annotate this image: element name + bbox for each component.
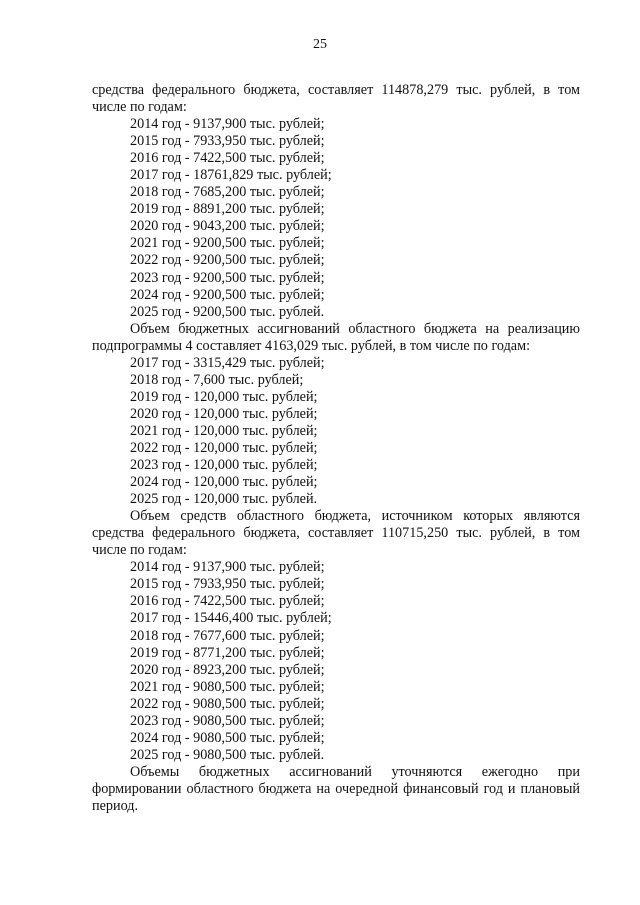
regional-from-federal-intro: Объем средств областного бюджета, источником которых являются средства федерального бюджета, составляет 110715,250 тыс. рублей, в том числе по годам: <box>92 508 580 559</box>
year-item: 2019 год - 8771,200 тыс. рублей; <box>130 644 325 661</box>
year-item: 2025 год - 9200,500 тыс. рублей. <box>130 303 325 320</box>
year-item: 2019 год - 120,000 тыс. рублей; <box>130 388 318 405</box>
year-item: 2021 год - 9200,500 тыс. рублей; <box>130 235 325 252</box>
federal-funds-year-list <box>92 116 580 321</box>
subprogram-4-year-list <box>92 355 580 508</box>
year-item: 2025 год - 9080,500 тыс. рублей. <box>130 746 325 763</box>
year-item: 2014 год - 9137,900 тыс. рублей; <box>130 559 325 576</box>
year-item: 2023 год - 9080,500 тыс. рублей; <box>130 712 325 729</box>
year-item: 2022 год - 120,000 тыс. рублей; <box>130 439 318 456</box>
federal-funds-section <box>92 82 580 321</box>
year-item: 2019 год - 8891,200 тыс. рублей; <box>130 201 325 218</box>
year-item: 2015 год - 7933,950 тыс. рублей; <box>130 133 325 150</box>
year-item: 2015 год - 7933,950 тыс. рублей; <box>130 576 325 593</box>
year-item: 2017 год - 3315,429 тыс. рублей; <box>130 354 325 371</box>
closing-paragraph: Объемы бюджетных ассигнований уточняются ежегодно при формировании областного бюджета на очередной финансовый год и плановый период. <box>92 763 580 814</box>
year-item: 2017 год - 18761,829 тыс. рублей; <box>130 167 332 184</box>
regional-from-federal-year-list <box>92 559 580 764</box>
regional-from-federal-section <box>92 508 580 764</box>
subprogram-4-intro: Объем бюджетных ассигнований областного бюджета на реализацию подпрограммы 4 составляет 4163,029 тыс. рублей, в том числе по годам: <box>92 320 580 354</box>
year-item: 2017 год - 15446,400 тыс. рублей; <box>130 610 332 627</box>
year-item: 2016 год - 7422,500 тыс. рублей; <box>130 150 325 167</box>
year-item: 2023 год - 9200,500 тыс. рублей; <box>130 269 325 286</box>
year-item: 2020 год - 120,000 тыс. рублей; <box>130 405 318 422</box>
year-item: 2022 год - 9080,500 тыс. рублей; <box>130 695 325 712</box>
year-item: 2024 год - 9080,500 тыс. рублей; <box>130 729 325 746</box>
year-item: 2021 год - 120,000 тыс. рублей; <box>130 422 318 439</box>
year-item: 2018 год - 7685,200 тыс. рублей; <box>130 184 325 201</box>
year-item: 2025 год - 120,000 тыс. рублей. <box>130 491 318 508</box>
year-item: 2021 год - 9080,500 тыс. рублей; <box>130 678 325 695</box>
year-item: 2020 год - 8923,200 тыс. рублей; <box>130 661 325 678</box>
year-item: 2024 год - 9200,500 тыс. рублей; <box>130 286 325 303</box>
year-item: 2018 год - 7,600 тыс. рублей; <box>130 371 304 388</box>
federal-funds-intro: средства федерального бюджета, составляет 114878,279 тыс. рублей, в том числе по годам: <box>92 82 580 116</box>
year-item: 2020 год - 9043,200 тыс. рублей; <box>130 218 325 235</box>
year-item: 2016 год - 7422,500 тыс. рублей; <box>130 593 325 610</box>
subprogram-4-section <box>92 321 580 509</box>
year-item: 2022 год - 9200,500 тыс. рублей; <box>130 252 325 269</box>
page-number: 25 <box>313 37 327 52</box>
year-item: 2014 год - 9137,900 тыс. рублей; <box>130 116 325 133</box>
year-item: 2023 год - 120,000 тыс. рублей; <box>130 457 318 474</box>
year-item: 2024 год - 120,000 тыс. рублей; <box>130 474 318 491</box>
document-body <box>92 82 580 815</box>
year-item: 2018 год - 7677,600 тыс. рублей; <box>130 627 325 644</box>
